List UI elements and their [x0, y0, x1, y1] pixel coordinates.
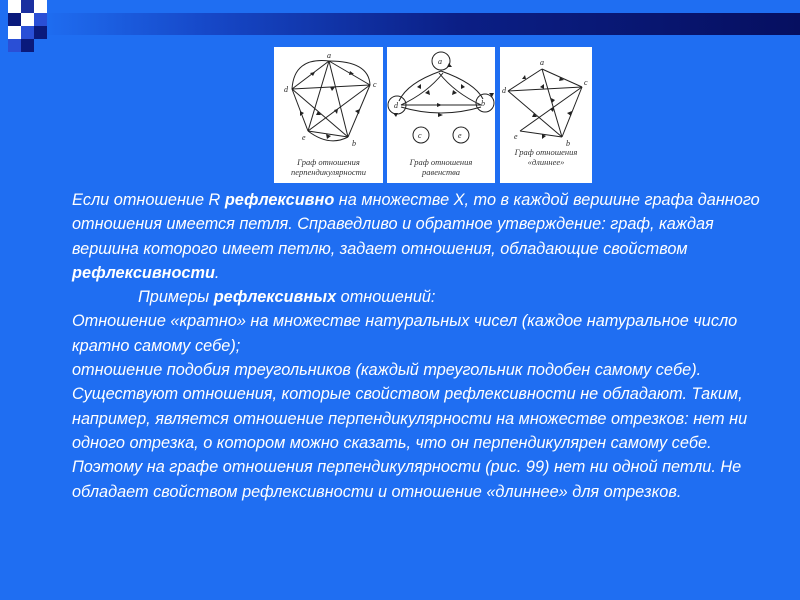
decor-square [8, 13, 21, 26]
text-span: . [214, 263, 220, 282]
vertex-label-d: d [394, 101, 398, 110]
figure-caption-line: «длиннее» [527, 157, 565, 167]
paragraph-example-multiple: Отношение «кратно» на множестве натуральных чисел (каждое натуральное число кратно самому себе); [72, 312, 738, 355]
vertex-label-a: a [438, 57, 442, 66]
figure-caption-line: Граф отношения [514, 147, 578, 157]
vertex-label-b: b [566, 139, 570, 148]
figure-caption [387, 157, 495, 177]
text-span: Примеры [138, 288, 214, 307]
decor-square [21, 13, 34, 26]
text-span: на множестве X, то в каждой вершине графа данного отношения имеется петля. Справедливо и обратное утверждение: граф, каждая вершина которого имеет петлю, задает отношения, обладающие свойством [72, 191, 760, 258]
vertex-label-e: e [458, 131, 462, 140]
vertex-label-c: c [373, 80, 377, 89]
slide-body-text [72, 188, 784, 504]
figure-caption-line: Граф отношения [297, 157, 360, 167]
figure-caption [274, 157, 383, 177]
vertex-label-e: e [514, 132, 518, 141]
vertex-label-a: a [327, 51, 331, 60]
equality-graph-drawing [387, 47, 495, 157]
decor-square [8, 39, 21, 52]
decor-square [21, 39, 34, 52]
bold-term-reflexivity: рефлексивности [72, 263, 215, 282]
vertex-label-a: a [540, 58, 544, 67]
decor-square [34, 0, 47, 13]
vertex-label-d: d [284, 85, 288, 94]
vertex-label-b: b [481, 99, 485, 108]
decor-square [21, 26, 34, 39]
figure-perpendicularity-graph [274, 47, 383, 183]
text-span: Если отношение R [72, 191, 225, 209]
paragraph-example-similarity: отношение подобия треугольников (каждый треугольник подобен самому себе). [72, 361, 702, 380]
figure-caption-line: Граф отношения [409, 157, 473, 167]
vertex-label-e: e [302, 133, 306, 142]
vertex-label-c: c [584, 78, 588, 87]
figure-caption-line: перпендикулярности [290, 167, 367, 177]
longer-graph-drawing [500, 47, 592, 157]
header-gradient-bar [40, 13, 800, 35]
decor-square [34, 26, 47, 39]
vertex-label-d: d [502, 86, 506, 95]
decor-square [8, 0, 21, 13]
figure-caption-line: равенства [422, 167, 460, 177]
decor-square [8, 26, 21, 39]
figure-longer-graph [500, 47, 592, 183]
paragraph-reflexive-definition [72, 188, 784, 285]
vertex-label-b: b [352, 139, 356, 148]
bold-term-reflexive-relations: рефлексивных [213, 288, 337, 307]
decor-square [34, 13, 47, 26]
paragraph-non-reflexive: Существуют отношения, которые свойством рефлексивности не обладают. Таким, например, является отношение перпендикулярности на множестве отрезков: нет ни одного отрезка, о котором можно сказать, что он перпендикулярен самому себе. Поэтому на графе отношения перпендикулярности (рис. 99) нет ни одной петли. Не обладает свойством рефлексивности и отношение «длиннее» для отрезков. [72, 385, 748, 501]
figure-caption [500, 147, 592, 167]
paragraph-examples-heading [72, 285, 784, 309]
bold-term-reflexive: рефлексивно [224, 191, 335, 209]
vertex-label-c: c [418, 131, 422, 140]
decor-square [21, 0, 34, 13]
perpendicularity-graph-drawing [274, 47, 383, 157]
text-span: отношений: [336, 288, 436, 307]
figure-equality-graph [387, 47, 495, 183]
